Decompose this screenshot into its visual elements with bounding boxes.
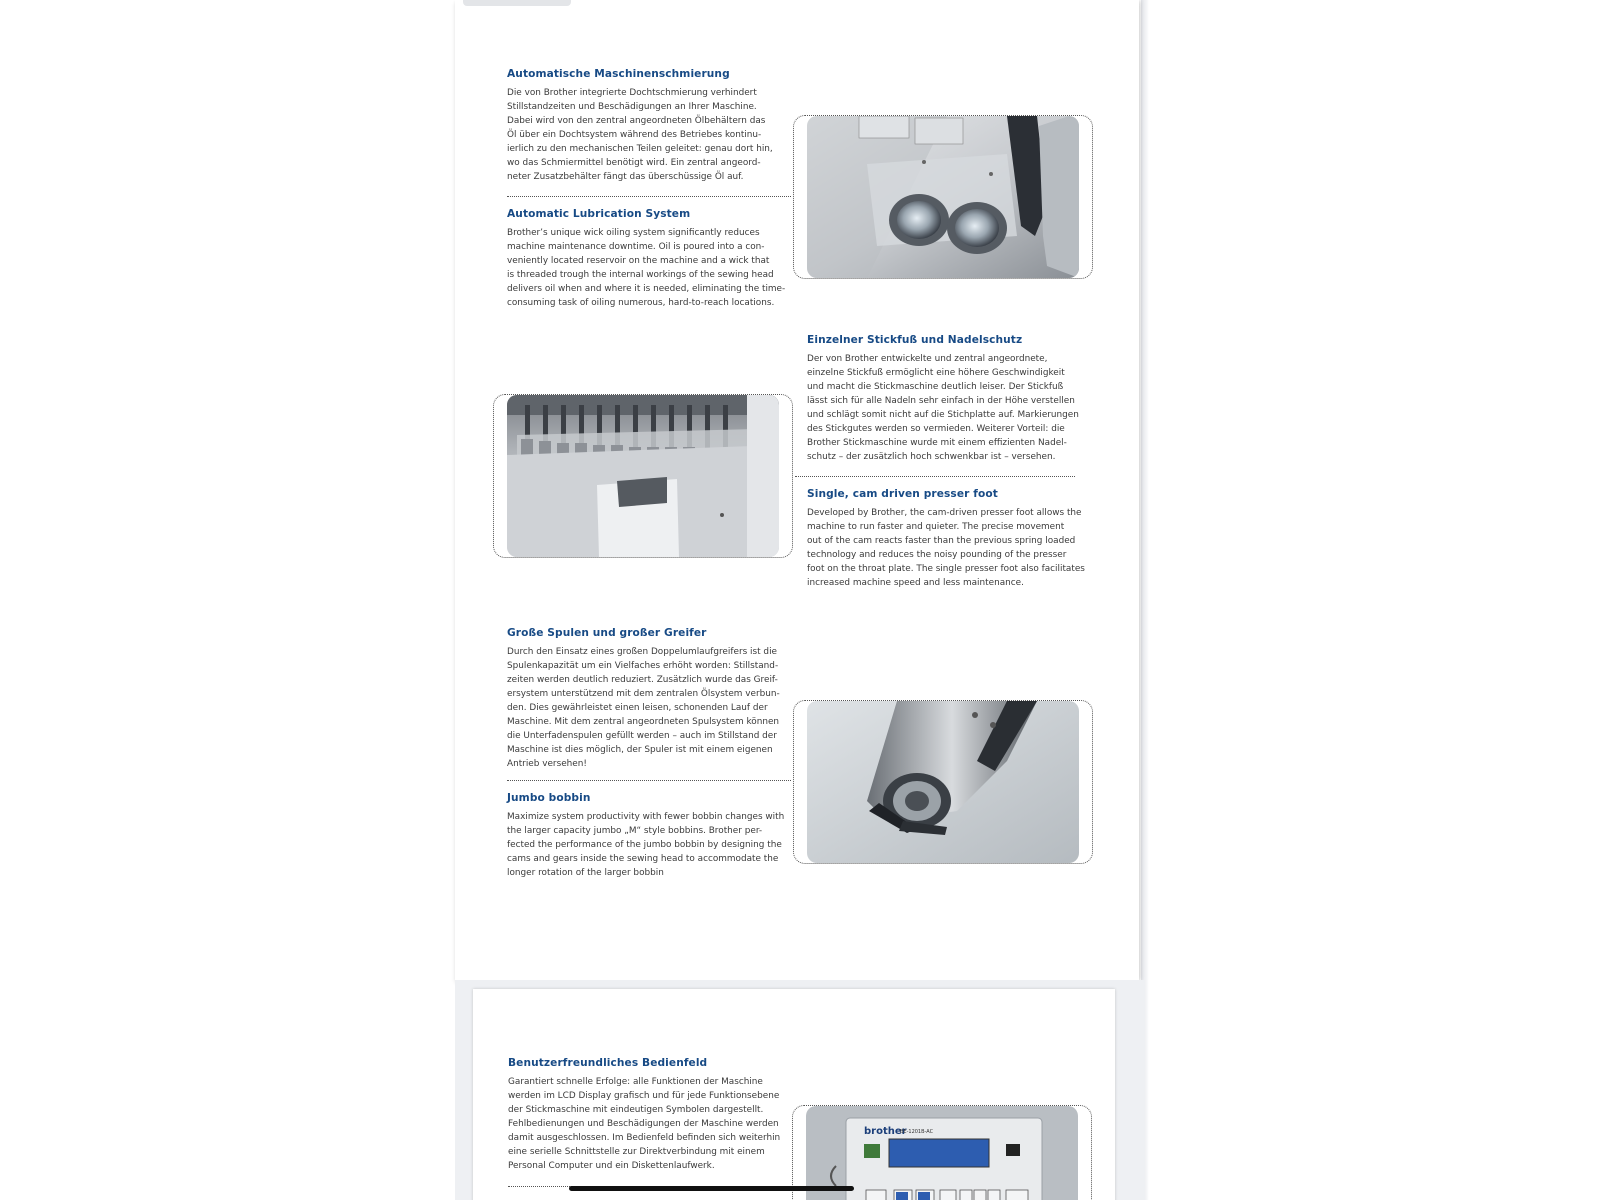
section-heading: Automatic Lubrication System	[507, 208, 691, 220]
section-divider	[507, 196, 791, 197]
section-body: Developed by Brother, the cam-driven presser foot allows the machine to run faster and quieter. The precise movement out of the cam reacts faster than the previous spring loaded technology and reduces the noisy pounding of the presser foot on the throat plate. The single presser foot also facilitates increased machine speed and less maintenance.	[807, 508, 1085, 588]
section-heading: Automatische Maschinenschmierung	[507, 68, 730, 80]
panel-brand-label: brother	[864, 1126, 907, 1137]
section-body: Der von Brother entwickelte und zentral angeordnete, einzelne Stickfuß ermöglicht eine höhere Geschwindigkeit und macht die Stickmaschine deutlich leiser. Der Stickfuß lässt sich für alle Nadeln sehr einfach in der Höhe verstellen und schlägt somit nicht auf die Stichplatte auf. Markierungen des Stickgutes werden so vermieden. Weiterer Vorteil: die Brother Stickmaschine wurde mit einem effizienten Nadel- schutz – der zusätzlich hoch schwenkbar ist – versehen.	[807, 354, 1079, 462]
rotary-hook-photo	[807, 701, 1079, 863]
document-page-1[interactable]	[455, 0, 1139, 980]
section-heading: Große Spulen und großer Greifer	[507, 627, 707, 639]
section-divider	[507, 780, 791, 781]
section-body: Durch den Einsatz eines großen Doppelumlaufgreifers ist die Spulenkapazität um ein Vielfaches erhöht worden: Stillstand- zeiten werden deutlich reduziert. Zusätzlich wurde das Greif- ersystem unterstützend mit dem zentralen Ölsystem verbun- den. Dies gewährleistet einen leisen, schonenden Lauf der Maschine. Mit dem zentral angeordneten Spulsystem können die Unterfadenspulen gefüllt werden – auch im Stillstand der Maschine ist dies möglich, der Spuler ist mit einem eigenen Antrieb versehen!	[507, 647, 780, 769]
scroll-indicator[interactable]	[569, 1186, 854, 1191]
bobbin-text-block-en	[507, 792, 784, 880]
section-heading: Benutzerfreundliches Bedienfeld	[508, 1057, 708, 1069]
section-body: Maximize system productivity with fewer bobbin changes with the larger capacity jumbo „M“ style bobbins. Brother per- fected the performance of the jumbo bobbin by designing the cams and gears inside the sewing head to accommodate the longer rotation of the larger bobbin	[507, 812, 785, 878]
bobbin-text-block	[507, 627, 780, 771]
section-body: Garantiert schnelle Erfolge: alle Funktionen der Maschine werden im LCD Display grafisch und für jede Funktionsebene der Stickmaschine mit eindeutigen Symbolen dargestellt. Fehlbedienungen und Beschädigungen der Maschine werden damit ausgeschlossen. Im Bedienfeld befinden sich weiterhin eine serielle Schnittstelle zur Direktverbindung mit einem Personal Computer und ein Diskettenlaufwerk.	[508, 1077, 781, 1171]
section-body: Brother’s unique wick oiling system significantly reduces machine maintenance downtime. Oil is poured into a con- veniently located reservoir on the machine and a wick that is threaded trough the internal workings of the sewing head delivers oil when and where it is needed, eliminating the time- consuming task of oiling numerous, hard-to-reach locations.	[507, 228, 786, 308]
presser-foot-text-block	[807, 334, 1079, 464]
section-heading: Einzelner Stickfuß und Nadelschutz	[807, 334, 1023, 346]
section-heading: Single, cam driven presser foot	[807, 488, 998, 500]
section-body: Die von Brother integrierte Dochtschmierung verhindert Stillstandzeiten und Beschädigungen an Ihrer Maschine. Dabei wird von den zentral angeordneten Ölbehältern das Öl über ein Dochtsystem während des Betriebes kontinu- ierlich zu den mechanischen Teilen geleitet: genau dort hin, wo das Schmiermittel benötigt wird. Ein zentral angeord- neter Zusatzbehälter fängt das überschüssige Öl auf.	[507, 88, 773, 182]
lubrication-text-block-en	[507, 208, 785, 310]
document-page-2[interactable]	[473, 989, 1115, 1200]
section-heading: Jumbo bobbin	[507, 792, 591, 804]
oil-reservoir-photo	[807, 116, 1079, 278]
lubrication-text-block	[507, 68, 773, 184]
previous-page-edge	[463, 0, 571, 6]
presser-foot-text-block-en	[807, 488, 1085, 590]
needle-bar-photo	[507, 395, 779, 557]
panel-model-label: BE-1201B-AC	[900, 1129, 934, 1135]
section-divider	[795, 476, 1075, 477]
control-panel-text-block	[508, 1057, 780, 1173]
